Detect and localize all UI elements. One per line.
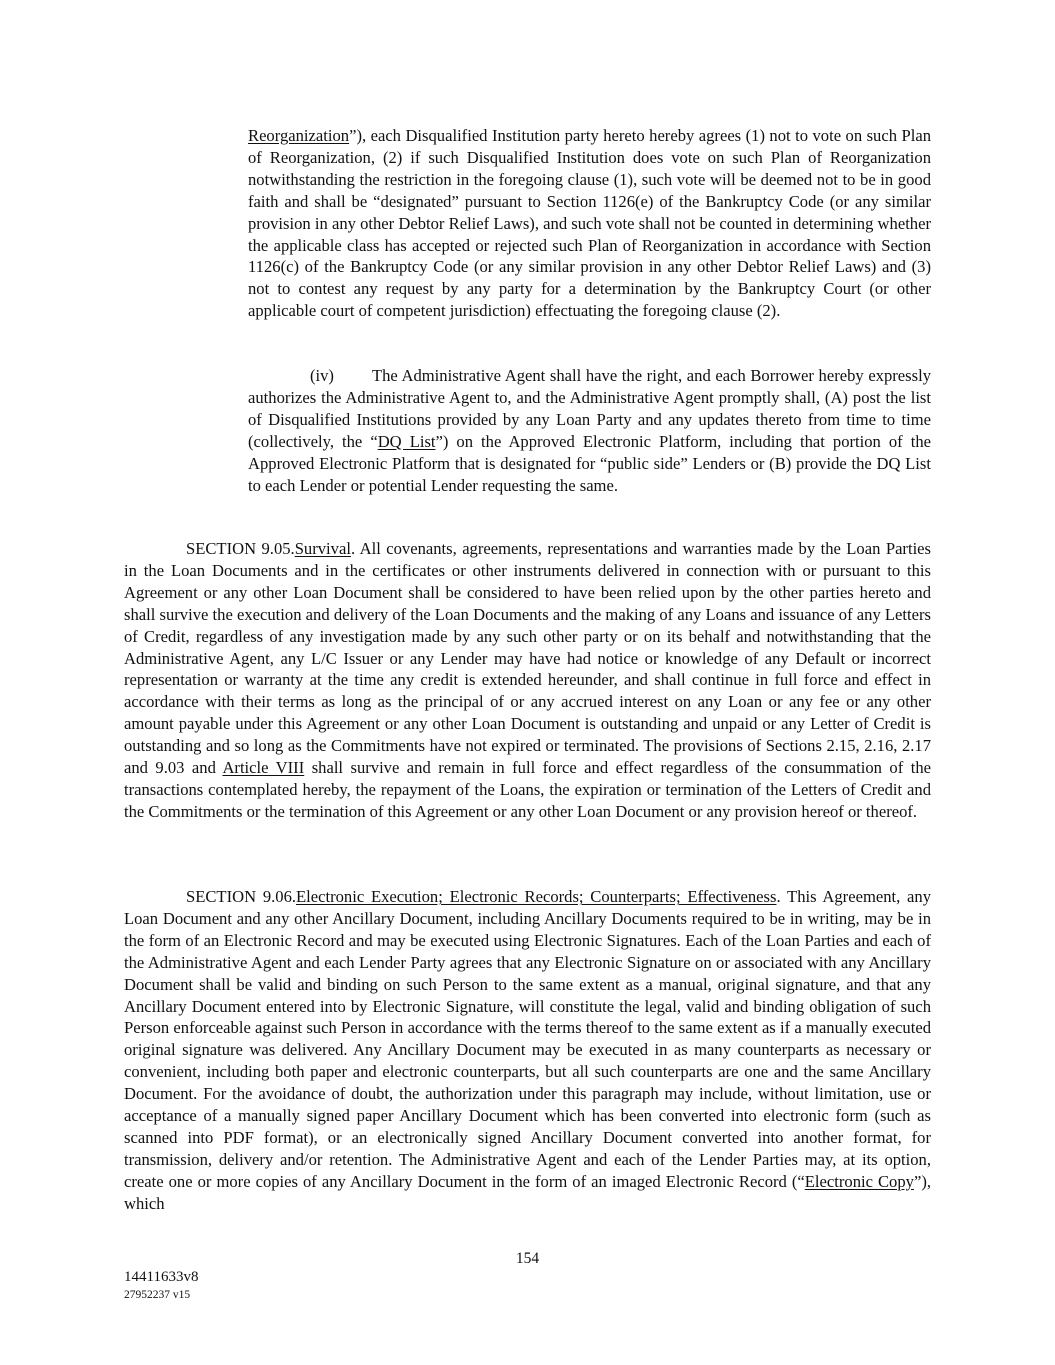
paragraph-iv bbox=[248, 365, 931, 496]
section-title: Electronic Execution; Electronic Records; Counterparts; Effectiveness bbox=[296, 887, 777, 906]
document-id-secondary: 27952237 v15 bbox=[124, 1289, 191, 1301]
paragraph-text: The Administrative Agent shall have the right, and each Borrower hereby expressly authorizes the Administrative Agent to, and the Administrative Agent promptly shall, (A) post the list of Disqualified Institutions provided by any Loan Party and any updates thereto from time to time (collectively, the “ bbox=[248, 366, 931, 451]
section-text: shall survive and remain in full force and effect regardless of the consummation of the transactions contemplated hereby, the repayment of the Loans, the expiration or termination of the Letters of Credit and the Commitments or the termination of this Agreement or any other Loan Document or any provision hereof or thereof. bbox=[124, 758, 931, 821]
article-reference: Article VIII bbox=[222, 758, 305, 778]
document-id: 14411633v8 bbox=[124, 1269, 199, 1285]
section-number: SECTION 9.05. bbox=[186, 539, 295, 558]
section-title: Survival bbox=[294, 539, 351, 558]
section-9-06 bbox=[124, 886, 931, 1215]
section-number: SECTION 9.06. bbox=[186, 887, 297, 906]
section-text: . All covenants, agreements, representations and warranties made by the Loan Parties in the Loan Documents and in the certificates or other instruments delivered in connection with or pursuant to this Agreement or any other Loan Document shall be considered to have been relied upon by the other parties hereto and shall survive the execution and delivery of the Loan Documents and the making of any Loans and issuance of any Letters of Credit, regardless of any investigation made by any such other party or on its behalf and notwithstanding that the Administrative Agent, any L/C Issuer or any Lender may have had notice or knowledge of any Default or incorrect representation or warranty at the time any credit is extended hereunder, and shall continue in full force and effect in accordance with their terms as long as the principal of or any accrued interest on any Loan or any fee or any other amount payable under this Agreement or any other Loan Document is outstanding and unpaid or any Letter of Credit is outstanding and so long as the Commitments have not expired or terminated. The provisions of Sections 2.15, 2.16, 2.17 and 9.03 and bbox=[124, 539, 932, 778]
defined-term-reorganization: Reorganization bbox=[248, 126, 350, 145]
section-text: . This Agreement, any Loan Document and any other Ancillary Document, including Ancillary Documents required to be in writing, may be in the form of an Electronic Record and may be executed using Electronic Signatures. Each of the Loan Parties and each of the Administrative Agent and each Lender Party agrees that any Electronic Signature on or associated with any Ancillary Document shall be valid and binding on such Person to the same extent as a manual, original signature, and that any Ancillary Document entered into by Electronic Signature, will constitute the legal, valid and binding obligation of such Person enforceable against such Person in accordance with the terms thereof to the same extent as if a manually executed original signature was delivered. Any Ancillary Document may be executed in as many counterparts as necessary or convenient, including both paper and electronic counterparts, but all such counterparts are one and the same Ancillary Document. For the avoidance of doubt, the authorization under this paragraph may include, without limitation, use or acceptance of a manually signed paper Ancillary Document which has been converted into electronic form (such as scanned into PDF format), or an electronically signed Ancillary Document converted into another format, for transmission, delivery and/or retention. The Administrative Agent and each of the Lender Parties may, at its option, create one or more copies of any Ancillary Document in the form of an imaged Electronic Record (“ bbox=[124, 887, 931, 1191]
paragraph-text: ”), each Disqualified Institution party hereto hereby agrees (1) not to vote on such Plan of Reorganization, (2) if such Disqualified Institution does vote on such Plan of Reorganization notwithstanding the restriction in the foregoing clause (1), such vote will be deemed not to be in good faith and shall be “designated” pursuant to Section 1126(e) of the Bankruptcy Code (or any similar provision in any other Debtor Relief Laws), and such vote shall not be counted in determining whether the applicable class has accepted or rejected such Plan of Reorganization in accordance with Section 1126(c) of the Bankruptcy Code (or any similar provision in any other Debtor Relief Laws) and (3) not to contest any request by any party for a determination by the Bankruptcy Court (or other applicable court of competent jurisdiction) effectuating the foregoing clause (2). bbox=[248, 126, 931, 321]
clause-number: (iv) bbox=[310, 366, 334, 385]
section-9-05 bbox=[124, 538, 931, 823]
page-number: 154 bbox=[515, 1250, 540, 1267]
defined-term-dq-list: DQ List bbox=[377, 431, 436, 451]
section-text: ”), which bbox=[124, 1171, 931, 1213]
defined-term-electronic-copy: Electronic Copy bbox=[804, 1171, 914, 1191]
paragraph-plan-of-reorganization bbox=[248, 125, 931, 322]
paragraph-text: ”) on the Approved Electronic Platform, including that portion of the Approved Electronic Platform that is designated for “public side” Lenders or (B) provide the DQ List to each Lender or potential Lender requesting the same. bbox=[248, 431, 931, 495]
